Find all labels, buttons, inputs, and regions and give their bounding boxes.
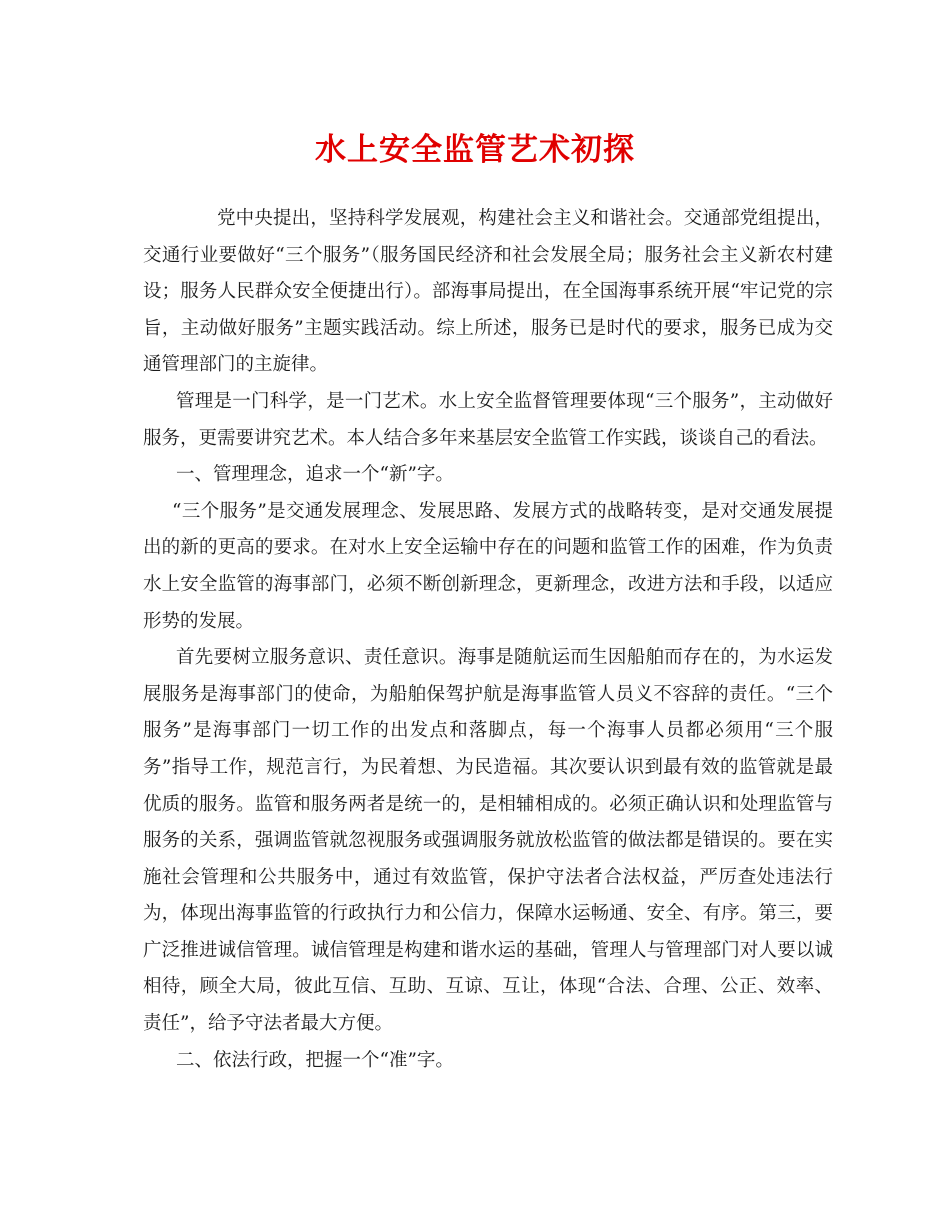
paragraph-intro: 党中央提出，坚持科学发展观，构建社会主义和谐社会。交通部党组提出，交通行业要做好“三个服务”（服务国民经济和社会发展全局；服务社会主义新农村建设；服务人民群众安全便捷出行）。部海事局提出，在全国海事系统开展“牢记党的宗旨，主动做好服务”主题实践活动。综上所述，服务已是时代的要求，服务已成为交通管理部门的主旋律。 — [143, 208, 833, 376]
document-title: 水上安全监管艺术初探 — [315, 132, 635, 168]
section-heading-one: 一、管理理念，追求一个“新”字。 — [176, 464, 454, 486]
paragraph-management-art: 管理是一门科学，是一门艺术。水上安全监督管理要体现“三个服务”，主动做好服务，更需要讲究艺术。本人结合多年来基层安全监管工作实践，谈谈自己的看法。 — [143, 390, 833, 449]
paragraph-service-awareness: 首先要树立服务意识、责任意识。海事是随航运而生因船舶而存在的，为水运发展服务是海事部门的使命，为船舶保驾护航是海事监管人员义不容辞的责任。“三个服务”是海事部门一切工作的出发点和落脚点，每一个海事人员都必须用“三个服务”指导工作，规范言行，为民着想、为民造福。其次要认识到最有效的监管就是最优质的服务。监管和服务两者是统一的，是相辅相成的。必须正确认识和处理监管与服务的关系，强调监管就忽视服务或强调服务就放松监管的做法都是错误的。要在实施社会管理和公共服务中，通过有效监管，保护守法者合法权益，严厉查处违法行为，体现出海事监管的行政执行力和公信力，保障水运畅通、安全、有序。第三，要广泛推进诚信管理。诚信管理是构建和谐水运的基础，管理人与管理部门对人要以诚相待，顾全大局，彼此互信、互助、互谅、互让，体现“合法、合理、公正、效率、责任”，给予守法者最大方便。 — [143, 647, 833, 1035]
section-heading-two: 二、依法行政，把握一个“准”字。 — [176, 1049, 454, 1071]
paragraph-three-services: “三个服务”是交通发展理念、发展思路、发展方式的战略转变，是对交通发展提出的新的更高的要求。在对水上安全运输中存在的问题和监管工作的困难，作为负责水上安全监管的海事部门，必须不断创新理念，更新理念，改进方法和手段，以适应形势的发展。 — [143, 500, 833, 632]
document-body — [143, 201, 833, 1079]
